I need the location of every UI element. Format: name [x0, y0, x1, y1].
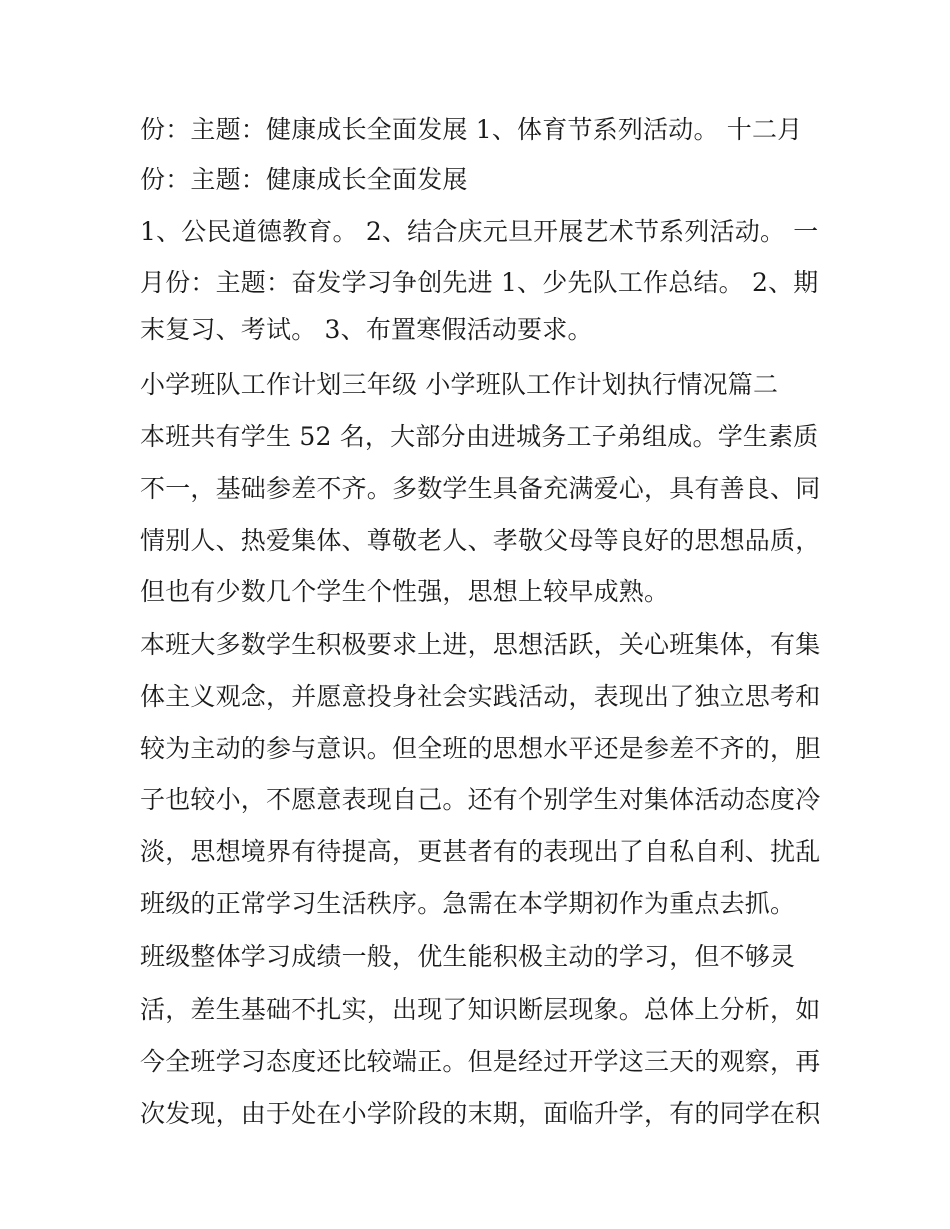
text-line: 份：主题：健康成长全面发展 1、体育节系列活动。 十二月 — [140, 115, 803, 144]
text-line: 班级整体学习成绩一般，优生能积极主动的学习，但不够灵 — [140, 942, 796, 971]
text-line: 本班大多数学生积极要求上进，思想活跃，关心班集体，有集 — [140, 630, 821, 659]
text-line: 份：主题：健康成长全面发展 — [140, 165, 468, 194]
text-line: 较为主动的参与意识。但全班的思想水平还是参差不齐的，胆 — [140, 734, 821, 763]
text-line: 今全班学习态度还比较端正。但是经过开学这三天的观察，再 — [140, 1047, 821, 1076]
text-line: 活，差生基础不扎实，出现了知识断层现象。总体上分析，如 — [140, 995, 821, 1024]
text-line: 本班共有学生 52 名，大部分由进城务工子弟组成。学生素质 — [140, 422, 819, 451]
text-line: 不一，基础参差不齐。多数学生具备充满爱心，具有善良、同 — [140, 474, 821, 503]
section-heading: 小学班队工作计划三年级 小学班队工作计划执行情况篇二 — [140, 370, 779, 399]
text-line: 末复习、考试。 3、布置寒假活动要求。 — [140, 315, 593, 344]
text-line: 月份：主题：奋发学习争创先进 1、少先队工作总结。 2、期 — [140, 268, 819, 297]
text-line: 但也有少数几个学生个性强，思想上较早成熟。 — [140, 577, 670, 606]
text-line: 淡，思想境界有待提高，更甚者有的表现出了自私自利、扰乱 — [140, 837, 821, 866]
text-line: 1、公民道德教育。 2、结合庆元旦开展艺术节系列活动。 一 — [140, 217, 819, 246]
text-line: 情别人、热爱集体、尊敬老人、孝敬父母等良好的思想品质， — [140, 526, 821, 555]
text-line: 体主义观念，并愿意投身社会实践活动，表现出了独立思考和 — [140, 682, 821, 711]
text-line: 次发现，由于处在小学阶段的末期，面临升学，有的同学在积 — [140, 1099, 821, 1128]
text-line: 子也较小，不愿意表现自己。还有个别学生对集体活动态度冷 — [140, 785, 821, 814]
text-line: 班级的正常学习生活秩序。急需在本学期初作为重点去抓。 — [140, 889, 796, 918]
